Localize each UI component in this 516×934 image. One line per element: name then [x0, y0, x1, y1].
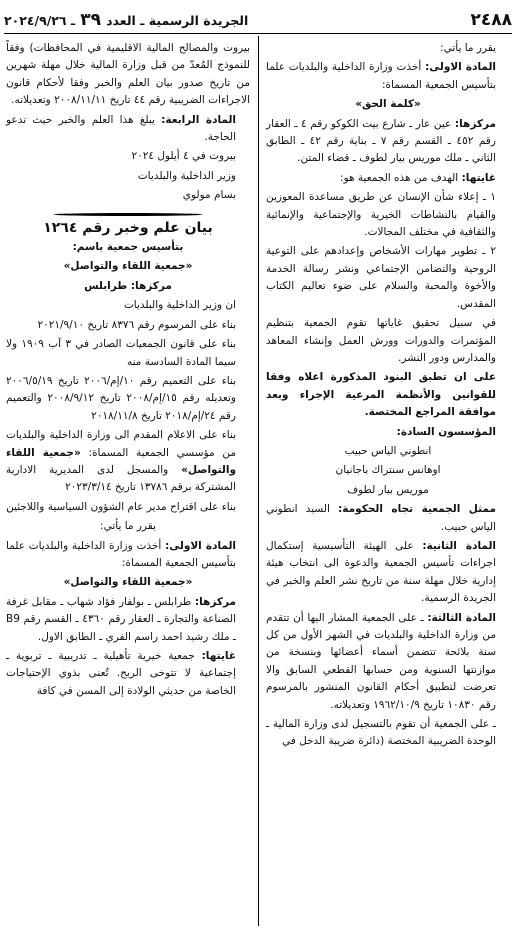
- page-header: [4, 8, 512, 32]
- header-title-group: [4, 10, 248, 30]
- page-number: ٢٤٨٨: [470, 10, 512, 30]
- decision-intro: يقرر ما يأتي:: [440, 42, 496, 54]
- notice-association-name: «جمعية اللقاء والتواصل»: [63, 260, 193, 273]
- basis-law: بناء على قانون الجمعيات الصادر في ٣ آب ١٩٠٩ ولا سيما المادة السادسة منه: [6, 338, 236, 368]
- founder-name: موريس بيار لطوف: [347, 483, 429, 496]
- goal-2: ٢ ـ تطوير مهارات الأشخاص وإعدادهم على التوعية الروحية والتضامن الإجتماعي ونشر رسالة الخدمة والأخوة والمحبة والسلام على ضوء تعاليم الكتاب المقدس.: [266, 245, 496, 310]
- article-two: المادة الثانية: على الهيئة التأسيسية إستكمال اجراءات تأسيس الجمعية والدعوة الى انتخاب هيئة إدارية خلال مهلة سنة من تاريخ نشر العلم والخبر في الجريدة الرسمية.: [266, 539, 496, 605]
- goal-means: في سبيل تحقيق غاياتها تقوم الجمعية بتنظيم المؤتمرات والدورات وورش العمل وإنشاء المعاهد والمدارس ودور النشر.: [266, 317, 496, 364]
- article-one: المادة الاولى: أخذت وزارة الداخلية والبلديات علما بتأسيس الجمعية المسماة:: [266, 61, 496, 91]
- founders-heading: المؤسسون السادة:: [396, 425, 496, 438]
- signature-title: وزير الداخلية والبلديات: [137, 169, 236, 182]
- notice-headquarters: مركزها: طرابلس: [84, 279, 172, 292]
- government-representative: ممثل الجمعية تجاه الحكومة: السيد انطوني الياس حبيب.: [266, 503, 496, 533]
- decision-intro: يقرر ما يأتي:: [100, 520, 156, 533]
- issue-number: ٣٩: [80, 10, 102, 30]
- founder-name: انطوني الياس حبيب: [344, 444, 432, 457]
- right-column: [266, 40, 510, 753]
- founder-name: اوهانس سنتراك باجانيان: [335, 464, 441, 477]
- goals: غايتها: جمعية خيرية تأهيلية ـ تدريبية ـ تربوية ـ إجتماعية لا تتوخى الربح. تُعنى بذوي الإحتياجات الخاصة من حديثي الولادة إلى المسن في كافة: [6, 650, 236, 697]
- signature-place-date: بيروت في ٤ أيلول ٢٠٢٤: [131, 150, 236, 163]
- tax-registration-cont: بيروت والمصالح المالية الاقليمية في المحافظات) وفقاً للنموذج المُعدّ من قبل وزارة المالية خلال مهلة شهرين من تاريخ صدور بيان العلم والخبر وفقا لأحكام قانون الاجراءات الضريبية رقم ٤٤ تاريخ ٢٠٠٨/١١/١١ وتعديلاته.: [6, 42, 250, 107]
- issue-date: ـ ٢٠٢٤/٩/٢٦: [4, 13, 76, 28]
- minister-intro: ان وزير الداخلية والبلديات: [123, 299, 236, 312]
- article-four: المادة الرابعة: يبلغ هذا العلم والخبر حيث تدعو الحاجة.: [6, 113, 237, 144]
- column-divider: [258, 36, 259, 926]
- goal-1: ١ ـ إعلاء شأن الإنسان عن طريق مساعدة المعوزين والقيام بالنشاطات الخيرية والإجتماعية والإنمائية والثقافية في مختلف المجالات.: [266, 191, 496, 239]
- basis-proposal: بناء على اقتراح مدير عام الشؤون السياسية واللاجئين: [6, 500, 236, 513]
- article-three: المادة الثالثة: ـ على الجمعية المشار اليها أن تتقدم من وزارة الداخلية والبلديات في الشهر الأول من كل سنة بلائحة تتضمن أسماء أعضائها وبنسخة من موازنتها السنوية ومن حسابها القطعي السابق والا تعرضت لتطبيق أحكام القانون المنشور بالمرسوم رقم ١٠٨٣٠ تاريخ ١٩٦٢/١٠/٩ وتعديلاته.: [266, 611, 496, 711]
- compliance-clause: على ان تطبق البنود المذكورة اعلاه وفقا للقوانين والأنظمة المرعية الإجراء وبعد موافقة المراجع المختصة.: [266, 371, 496, 419]
- headquarters: مركزها: عين عار ـ شارع بيت الكوكو رقم ٤ ـ العقار رقم ٤٥٢ ـ القسم رقم ٧ ـ بناية رقم ٤٢ ـ الطابق الثاني ـ ملك موريس بيار لطوف ـ قضاء المتن.: [266, 117, 496, 165]
- article-one: المادة الاولى: أخذت وزارة الداخلية والبلديات علما بتأسيس الجمعية المسماة:: [6, 539, 236, 569]
- notice-subtitle: بتأسيس جمعية باسم:: [72, 241, 184, 254]
- section-separator: [53, 213, 203, 216]
- association-name: «جمعية اللقاء والتواصل»: [63, 576, 193, 589]
- signature-name: بسام مولوي: [182, 189, 236, 202]
- gazette-name: الجريدة الرسمية ـ العدد: [106, 13, 249, 28]
- basis-circular: بناء على التعميم رقم ١٠/إم/٢٠٠٦ تاريخ ٢٠٠٦/٥/١٩ وتعديله رقم ١٥/إم/٢٠٠٨ تاريخ ٢٠٠٨/٩/١٢ والتعميم رقم ٢٤/إم/٢٠١٨ تاريخ ٢٠١٨/١١/٨: [6, 374, 236, 422]
- left-column: [6, 40, 250, 702]
- goals: غايتها: الهدف من هذه الجمعية هو:: [340, 171, 496, 184]
- headquarters: مركزها: طرابلس ـ بولفار فؤاد شهاب ـ مقابل غرفة الصناعة والتجارة ـ العقار رقم ٤٣٦٠ ـ القسم رقم B9 ـ ملك رشيد احمد راسم الفري ـ الطابق الاول.: [6, 595, 236, 643]
- basis-decree: بناء على المرسوم رقم ٨٣٧٦ تاريخ ٢٠٢١/٩/١٠: [37, 318, 236, 331]
- header-rule: [4, 33, 512, 34]
- association-name: «كلمة الحق»: [355, 98, 421, 111]
- notice-title: بيان علم وخبر رقم ١٢٦٤: [43, 219, 213, 236]
- tax-registration: ـ على الجمعية أن تقوم بالتسجيل لدى وزارة المالية ـ الوحدة الضريبية المختصة (دائرة ضريبة الدخل في: [266, 718, 496, 748]
- basis-notification: بناء على الاعلام المقدم الى وزارة الداخلية والبلديات من مؤسسي الجمعية المسماة: «جمعية اللقاء والتواصل» والمسجل لدى المديرية الادارية المشتركة برقم ١٣٧٨٦ تاريخ ٢٠٢٣/٣/١٤: [6, 429, 236, 494]
